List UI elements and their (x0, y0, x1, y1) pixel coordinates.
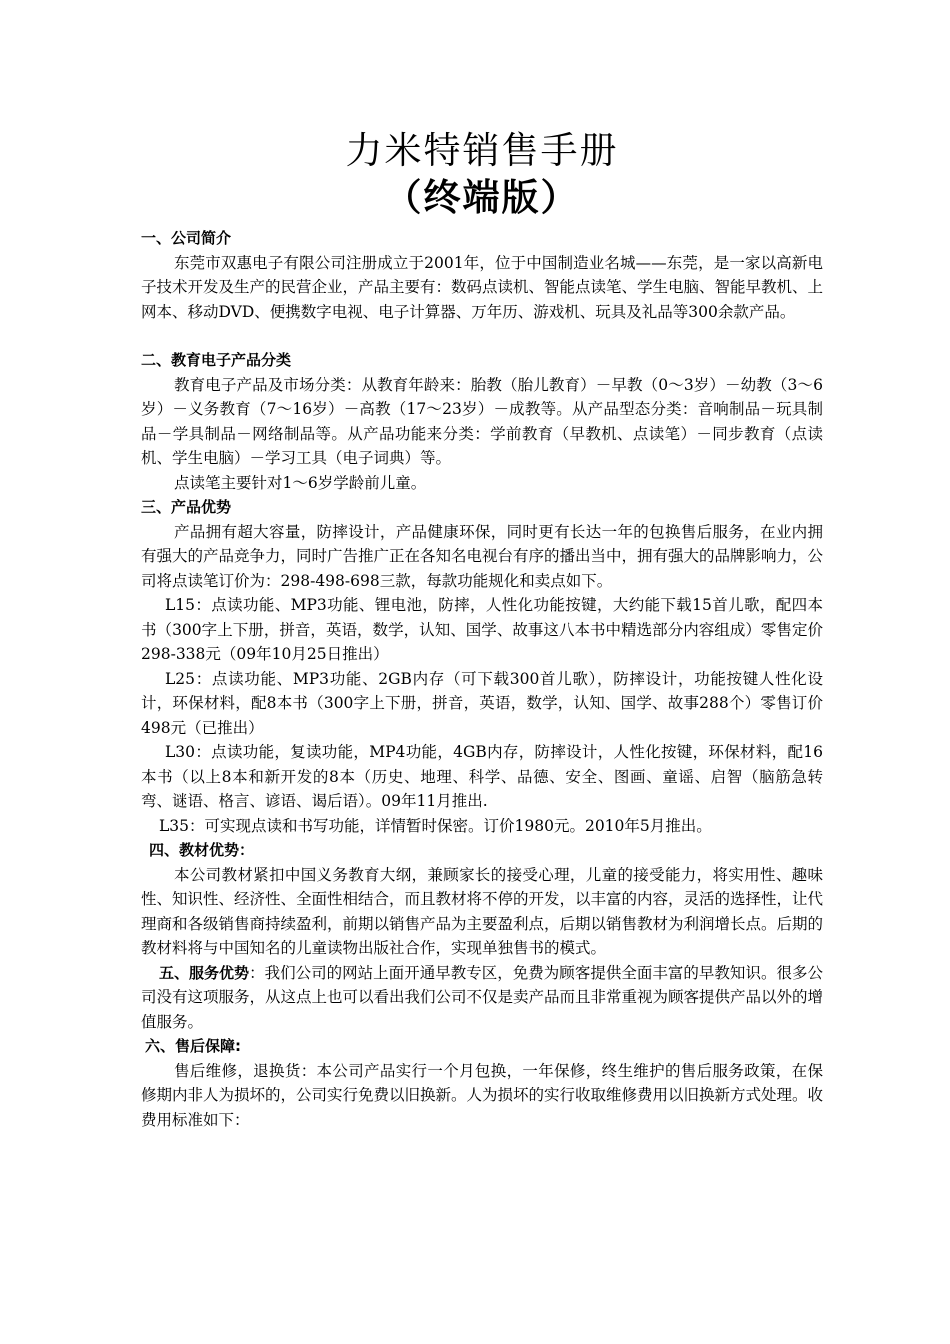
section-4-heading: 四、教材优势： (149, 841, 255, 859)
product-l35: L35：可实现点读和书写功能，详情暂时保密。订价1980元。2010年5月推出。 (159, 816, 712, 835)
section-1-paragraph: 东莞市双惠电子有限公司注册成立于2001年，位于中国制造业名城——东莞，是一家以高新电子技术开发及生产的民营企业，产品主要有：数码点读机、智能点读笔、学生电脑、智能早教机、上网本、移动DVD、便携数字电视、电子计算器、万年历、游戏机、玩具及礼品等300余款产品。 (141, 253, 824, 321)
section-6-paragraph: 售后维修，退换货：本公司产品实行一个月包换，一年保修，终生维护的售后服务政策，在保修期内非人为损坏的，公司实行免费以旧换新。人为损坏的实行收取维修费用以旧换新方式处理。收费用标准如下： (141, 1061, 824, 1129)
section-2-heading: 二、教育电子产品分类 (141, 351, 292, 369)
section-3-paragraph: 产品拥有超大容量，防摔设计，产品健康环保，同时更有长达一年的包换售后服务，在业内拥有强大的产品竞争力，同时广告推广正在各知名电视台有序的播出当中，拥有强大的品牌影响力，公司将点读笔订价为：298-498-698三款，每款功能规化和卖点如下。 (141, 522, 824, 590)
section-5-paragraph (141, 961, 823, 1035)
section-1-heading: 一、公司简介 (141, 229, 232, 247)
document-title: 力米特销售手册 (345, 129, 619, 172)
section-gap (141, 324, 823, 348)
section-5-heading: 五、服务优势 (159, 963, 250, 982)
section-4-paragraph: 本公司教材紧扣中国义务教育大纲，兼顾家长的接受心理，儿童的接受能力，将实用性、趣味性、知识性、经济性、全面性相结合，而且教材将不停的开发，以丰富的内容，灵活的选择性，让代理商和各级销售商持续盈利，前期以销售产品为主要盈利点，后期以销售教材为利润增长点。后期的教材料将与中国知名的儿童读物出版社合作，实现单独售书的模式。 (141, 865, 824, 957)
section-2-paragraph: 教育电子产品及市场分类：从教育年龄来：胎教（胎儿教育）－早教（0～3岁）－幼教（3～6岁）－义务教育（7～16岁）－高教（17～23岁）－成教等。从产品型态分类：音响制品－玩具制品－学具制品－网络制品等。从产品功能来分类：学前教育（早教机、点读笔）－同步教育（点读机、学生电脑）－学习工具（电子词典）等。 (141, 375, 823, 467)
section-3-heading: 三、产品优势 (141, 498, 232, 516)
document-subtitle: （终端版） (384, 175, 580, 219)
document-page (141, 128, 823, 1132)
section-2-paragraph-2: 点读笔主要针对1～6岁学龄前儿童。 (174, 473, 427, 492)
product-l30: L30：点读功能，复读功能，MP4功能，4GB内存，防摔设计，人性化按键，环保材料，配16本书（以上8本和新开发的8本（历史、地理、科学、品德、安全、图画、童谣、启智（脑筋急转弯、谜语、格言、谚语、谒后语）。09年11月推出. (141, 743, 823, 810)
product-l15: L15：点读功能、MP3功能、锂电池，防摔，人性化功能按键，大约能下载15首儿歌，配四本书（300字上下册，拼音，英语，数学，认知、国学、故事这八本书中精选部分内容组成）零售定价298-338元（09年10月25日推出） (141, 596, 823, 663)
section-5-text: ：我们公司的网站上面开通早教专区，免费为顾客提供全面丰富的早教知识。很多公司没有这项服务，从这点上也可以看出我们公司不仅是卖产品而且非常重视为顾客提供产品以外的增值服务。 (141, 963, 824, 1031)
section-6-heading: 六、售后保障: (145, 1037, 241, 1055)
product-l25: L25：点读功能、MP3功能、2GB内存（可下载300首儿歌），防摔设计，功能按键人性化设计，环保材料，配8本书（300字上下册，拼音，英语，数学，认知、国学、故事288个）零售订价498元（已推出） (141, 669, 823, 737)
